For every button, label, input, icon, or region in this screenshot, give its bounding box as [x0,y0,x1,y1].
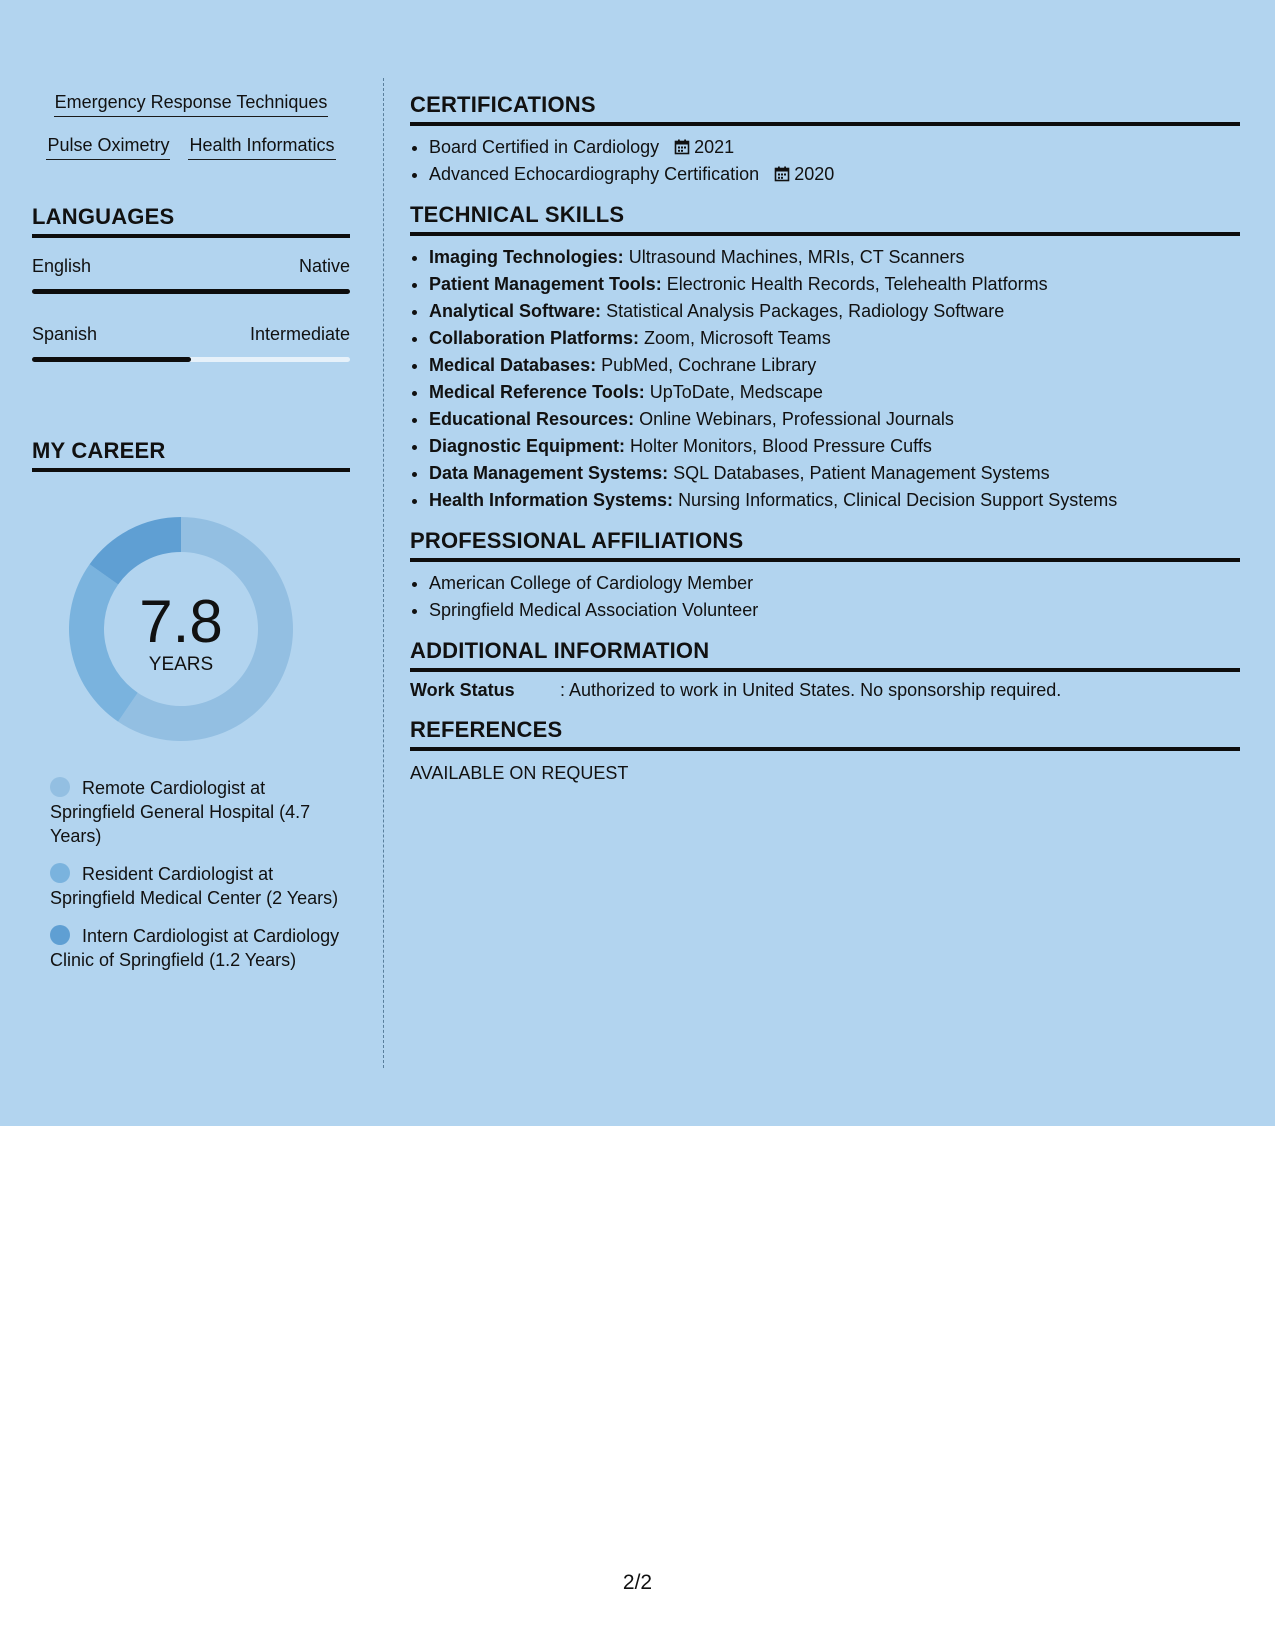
certification-year: 2020 [794,164,835,184]
technical-skills-list [410,244,1240,514]
career-title: MY CAREER [32,438,350,472]
technical-skill-item [429,352,1240,379]
career-legend-label: Remote Cardiologist at Springfield General Hospital (4.7 Years) [50,778,311,846]
technical-skill-item [429,325,1240,352]
skill-category: Patient Management Tools: [429,274,662,294]
career-legend [50,776,350,972]
career-legend-item [50,776,350,848]
calendar-icon [674,139,690,155]
language-item [32,256,350,294]
calendar-icon [774,166,790,182]
languages-section [32,204,350,362]
skill-category: Educational Resources: [429,409,635,429]
skill-values: Electronic Health Records, Telehealth Platforms [666,274,1048,294]
technical-skill-item [429,433,1240,460]
affiliations-list [410,570,1240,624]
skill-values: SQL Databases, Patient Management Systems [673,463,1050,483]
career-legend-item [50,862,350,910]
technical-skills-title: TECHNICAL SKILLS [410,202,1240,236]
technical-skill-item [429,487,1240,514]
language-name: Spanish [32,324,98,344]
skill-values: Holter Monitors, Blood Pressure Cuffs [630,436,932,456]
skill-tag: Pulse Oximetry [46,133,170,160]
skill-tag-row [32,133,350,160]
technical-skill-item [429,271,1240,298]
technical-skill-item [429,406,1240,433]
left-column [32,78,350,986]
career-total [66,514,296,744]
career-total-years: 7.8 [139,588,223,655]
affiliation-item: • Springfield Medical Association Volunteer [429,597,1240,624]
career-total-unit: YEARS [148,654,214,675]
skill-tag: Emergency Response Techniques [54,90,329,117]
certification-item [429,134,1240,161]
skill-values: Zoom, Microsoft Teams [644,328,831,348]
language-item [32,324,350,362]
certifications-list [410,134,1240,188]
skill-category: Analytical Software: [429,301,602,321]
legend-dot-icon [50,925,70,945]
column-divider [383,78,384,1068]
career-legend-item [50,924,350,972]
language-proficiency-bar [32,357,350,362]
work-status-value: : Authorized to work in United States. No sponsorship required. [560,680,1062,700]
references-text: AVAILABLE ON REQUEST [410,763,629,783]
skill-category: Collaboration Platforms: [429,328,640,348]
language-level: Native [298,256,350,276]
language-name: English [32,256,92,276]
certification-item [429,161,1240,188]
technical-skill-item [429,244,1240,271]
language-level: Intermediate [249,324,350,344]
certification-year: 2021 [694,137,735,157]
career-legend-label: Resident Cardiologist at Springfield Medical Center (2 Years) [50,864,339,908]
language-proficiency-fill [32,289,350,294]
skill-tag-row [32,90,350,117]
skill-values: Nursing Informatics, Clinical Decision Support Systems [678,490,1118,510]
work-status-row [410,680,1240,701]
technical-skill-item [429,379,1240,406]
skill-values: Ultrasound Machines, MRIs, CT Scanners [628,247,965,267]
skill-values: Online Webinars, Professional Journals [639,409,954,429]
career-donut-chart [66,514,296,744]
skill-tags [32,90,350,160]
language-proficiency-bar [32,289,350,294]
references-title: REFERENCES [410,717,1240,751]
languages-title: LANGUAGES [32,204,350,238]
skill-values: UpToDate, Medscape [649,382,823,402]
skill-category: Data Management Systems: [429,463,669,483]
career-legend-label: Intern Cardiologist at Cardiology Clinic of Springfield (1.2 Years) [50,926,340,970]
skill-values: Statistical Analysis Packages, Radiology Software [606,301,1005,321]
work-status-label: Work Status [410,680,515,700]
skill-category: Diagnostic Equipment: [429,436,626,456]
legend-dot-icon [50,863,70,883]
affiliation-item: • American College of Cardiology Member [429,570,1240,597]
legend-dot-icon [50,777,70,797]
language-proficiency-fill [32,357,191,362]
skill-category: Medical Databases: [429,355,597,375]
certification-name: Board Certified in Cardiology [429,137,660,157]
skill-values: PubMed, Cochrane Library [601,355,817,375]
career-section [32,438,350,972]
additional-info-title: ADDITIONAL INFORMATION [410,638,1240,672]
right-column [410,92,1240,784]
technical-skill-item [429,460,1240,487]
skill-category: Health Information Systems: [429,490,674,510]
certifications-title: CERTIFICATIONS [410,92,1240,126]
skill-tag: Health Informatics [188,133,335,160]
technical-skill-item [429,298,1240,325]
affiliations-title: PROFESSIONAL AFFILIATIONS [410,528,1240,562]
skill-category: Medical Reference Tools: [429,382,645,402]
skill-category: Imaging Technologies: [429,247,624,267]
certification-name: Advanced Echocardiography Certification [429,164,760,184]
page-number: 2/2 [622,1571,653,1594]
